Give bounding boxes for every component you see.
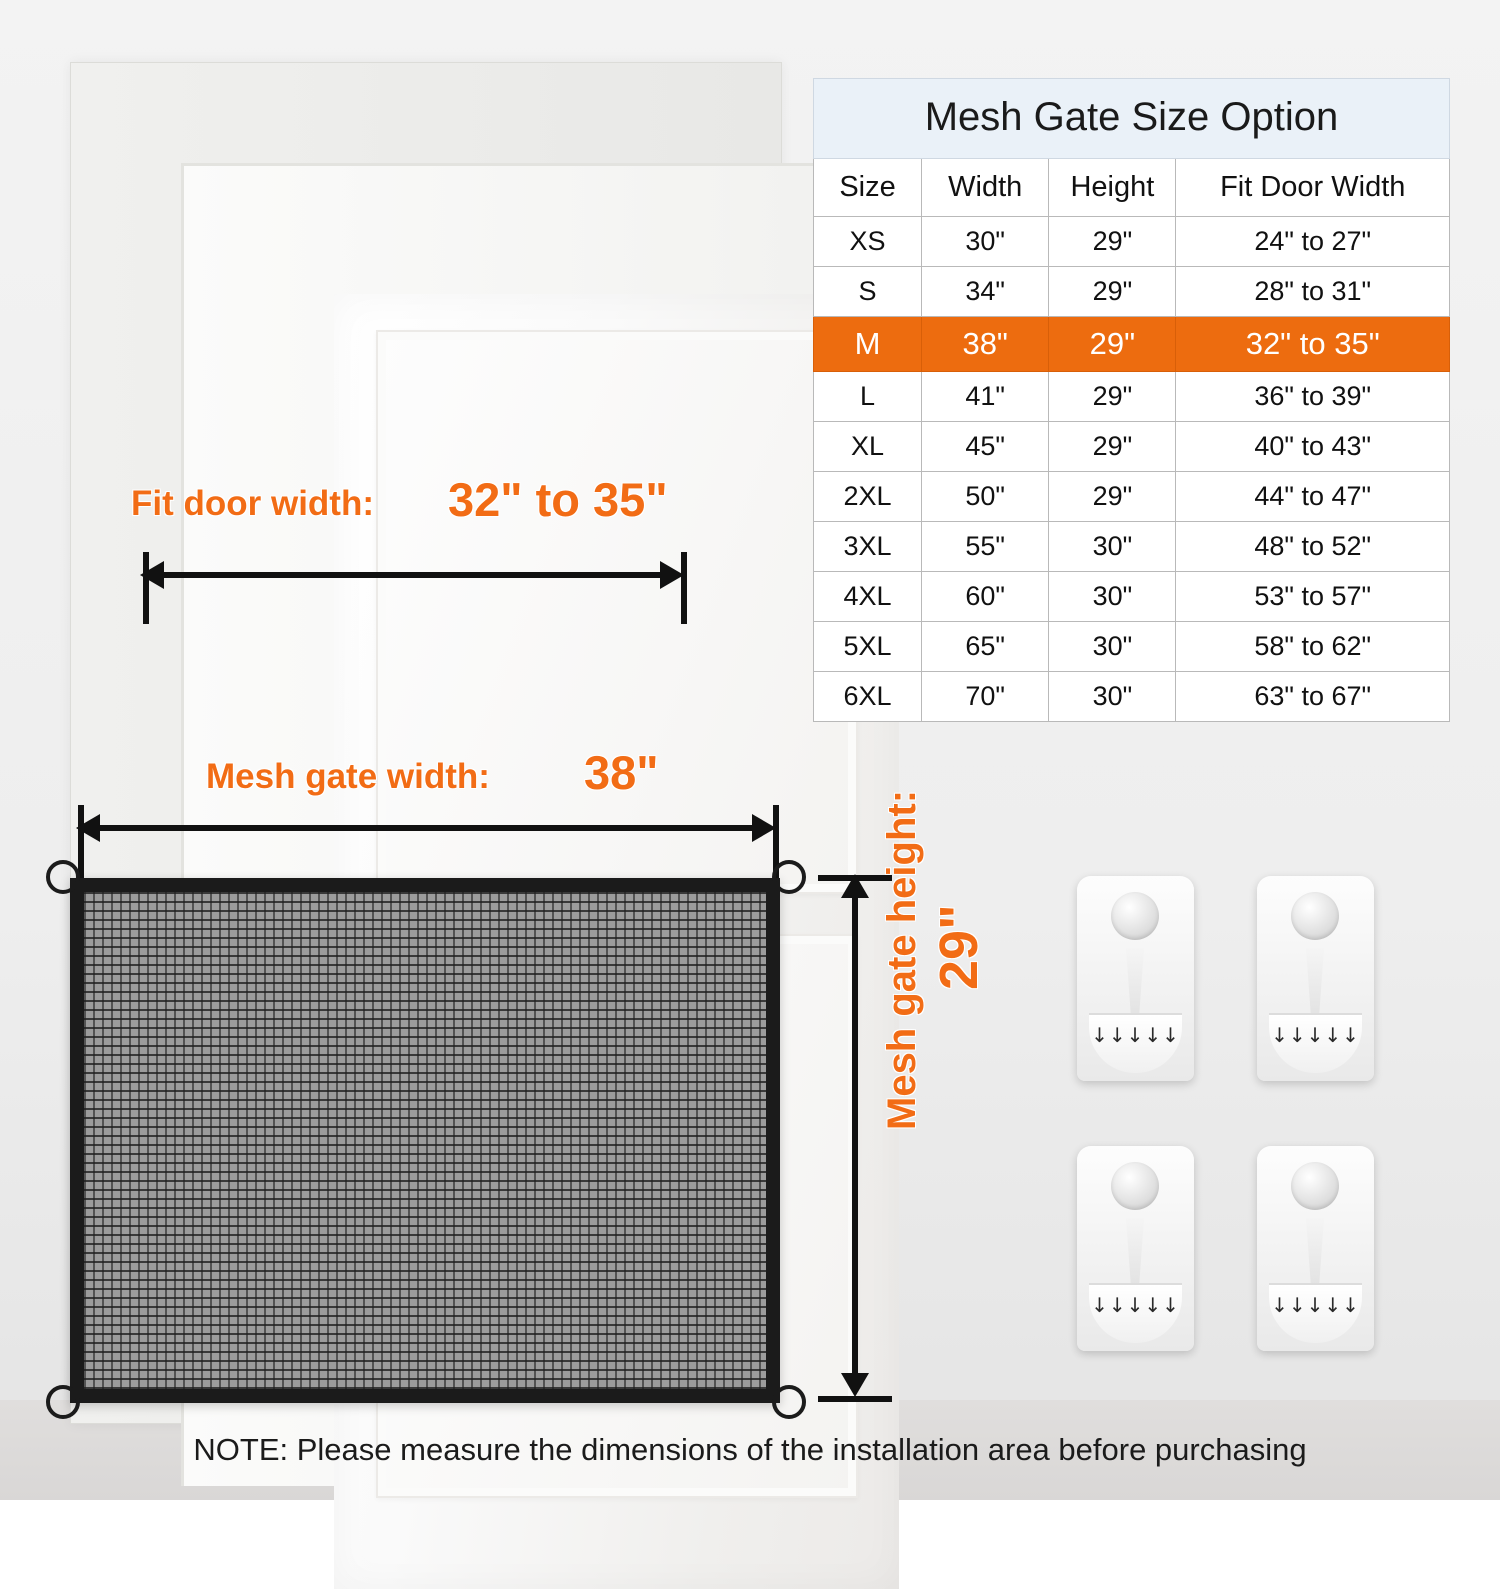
cell-height: 29" [1049,472,1176,522]
cell-height: 30" [1049,572,1176,622]
gate-height-arrow-up-icon [841,874,869,898]
hook-adhesive-pad [1089,1283,1182,1343]
table-row [814,267,1450,317]
mesh-gate-height-label: Mesh gate height: [880,789,924,1130]
table-row [814,372,1450,422]
cell-size: 4XL [814,572,922,622]
cell-height: 29" [1049,217,1176,267]
hook-knob-icon [1111,892,1159,940]
mesh-gate-width-label: Mesh gate width: [206,757,490,796]
table-row [814,472,1450,522]
cell-width: 70" [922,672,1049,722]
table-row [814,622,1450,672]
cell-width: 38" [922,317,1049,372]
hook-stem [1126,1218,1144,1288]
cell-height: 29" [1049,267,1176,317]
cell-width: 50" [922,472,1049,522]
size-option-table-container [813,78,1450,722]
fit-door-width-label: Fit door width: [131,484,374,523]
table-row [814,672,1450,722]
cell-fit: 44" to 47" [1176,472,1450,522]
column-header-height: Height [1049,159,1176,217]
hook-adhesive-pad [1089,1013,1182,1073]
cell-fit: 58" to 62" [1176,622,1450,672]
table-row-highlighted [814,317,1450,372]
hook-knob-icon [1291,1162,1339,1210]
table-row [814,422,1450,472]
cell-height: 29" [1049,372,1176,422]
cell-fit: 40" to 43" [1176,422,1450,472]
cell-fit: 28" to 31" [1176,267,1450,317]
down-arrows-icon: ↓↓↓↓↓ [1091,1023,1180,1047]
down-arrows-icon: ↓↓↓↓↓ [1271,1023,1360,1047]
table-row [814,522,1450,572]
cell-size: XS [814,217,922,267]
table-row [814,217,1450,267]
cell-size: 3XL [814,522,922,572]
adhesive-hook [1077,1146,1194,1351]
hook-stem [1126,948,1144,1018]
table-header-row [814,159,1450,217]
gate-loop-top-right [772,860,806,894]
down-arrows-icon: ↓↓↓↓↓ [1271,1293,1360,1317]
cell-size: 2XL [814,472,922,522]
cell-width: 30" [922,217,1049,267]
purchase-note: NOTE: Please measure the dimensions of the installation area before purchasing [193,1432,1307,1467]
gate-width-dimension-line [88,825,768,831]
mesh-gate-width-value: 38" [584,746,659,799]
column-header-width: Width [922,159,1049,217]
cell-width: 55" [922,522,1049,572]
column-header-size: Size [814,159,922,217]
adhesive-hook [1257,1146,1374,1351]
table-row [814,572,1450,622]
cell-size: 5XL [814,622,922,672]
hook-adhesive-pad [1269,1013,1362,1073]
mesh-gate-product [70,878,780,1403]
cell-width: 65" [922,622,1049,672]
cell-width: 41" [922,372,1049,422]
cell-size: M [814,317,922,372]
hook-stem [1306,948,1324,1018]
hook-knob-icon [1111,1162,1159,1210]
column-header-fit-door-width: Fit Door Width [1176,159,1450,217]
cell-width: 34" [922,267,1049,317]
adhesive-hook [1257,876,1374,1081]
cell-width: 60" [922,572,1049,622]
cell-height: 29" [1049,317,1176,372]
gate-loop-bottom-right [772,1385,806,1419]
mesh-gate-height-value: 29" [929,904,989,990]
cell-fit: 24" to 27" [1176,217,1450,267]
cell-fit: 63" to 67" [1176,672,1450,722]
gate-loop-bottom-left [46,1385,80,1419]
hook-knob-icon [1291,892,1339,940]
gate-loop-top-left [46,860,80,894]
cell-fit: 36" to 39" [1176,372,1450,422]
cell-width: 45" [922,422,1049,472]
gate-width-arrow-right-icon [752,814,776,842]
gate-width-arrow-left-icon [76,814,100,842]
cell-size: L [814,372,922,422]
hook-stem [1306,1218,1324,1288]
table-title: Mesh Gate Size Option [814,79,1450,159]
fit-width-arrow-left-icon [140,561,164,589]
size-option-table [813,78,1450,722]
fit-door-width-value: 32" to 35" [448,473,668,526]
cell-fit: 53" to 57" [1176,572,1450,622]
fit-width-arrow-right-icon [660,561,684,589]
door-panel-top [376,330,858,894]
cell-height: 30" [1049,522,1176,572]
adhesive-hook [1077,876,1194,1081]
table-title-row [814,79,1450,159]
hook-adhesive-pad [1269,1283,1362,1343]
cell-height: 30" [1049,672,1176,722]
fit-width-dimension-line [152,572,674,578]
cell-height: 29" [1049,422,1176,472]
cell-size: 6XL [814,672,922,722]
cell-fit: 32" to 35" [1176,317,1450,372]
cell-size: XL [814,422,922,472]
cell-size: S [814,267,922,317]
gate-height-arrow-down-icon [841,1373,869,1397]
down-arrows-icon: ↓↓↓↓↓ [1091,1293,1180,1317]
cell-height: 30" [1049,622,1176,672]
cell-fit: 48" to 52" [1176,522,1450,572]
gate-height-dimension-line [852,886,858,1388]
